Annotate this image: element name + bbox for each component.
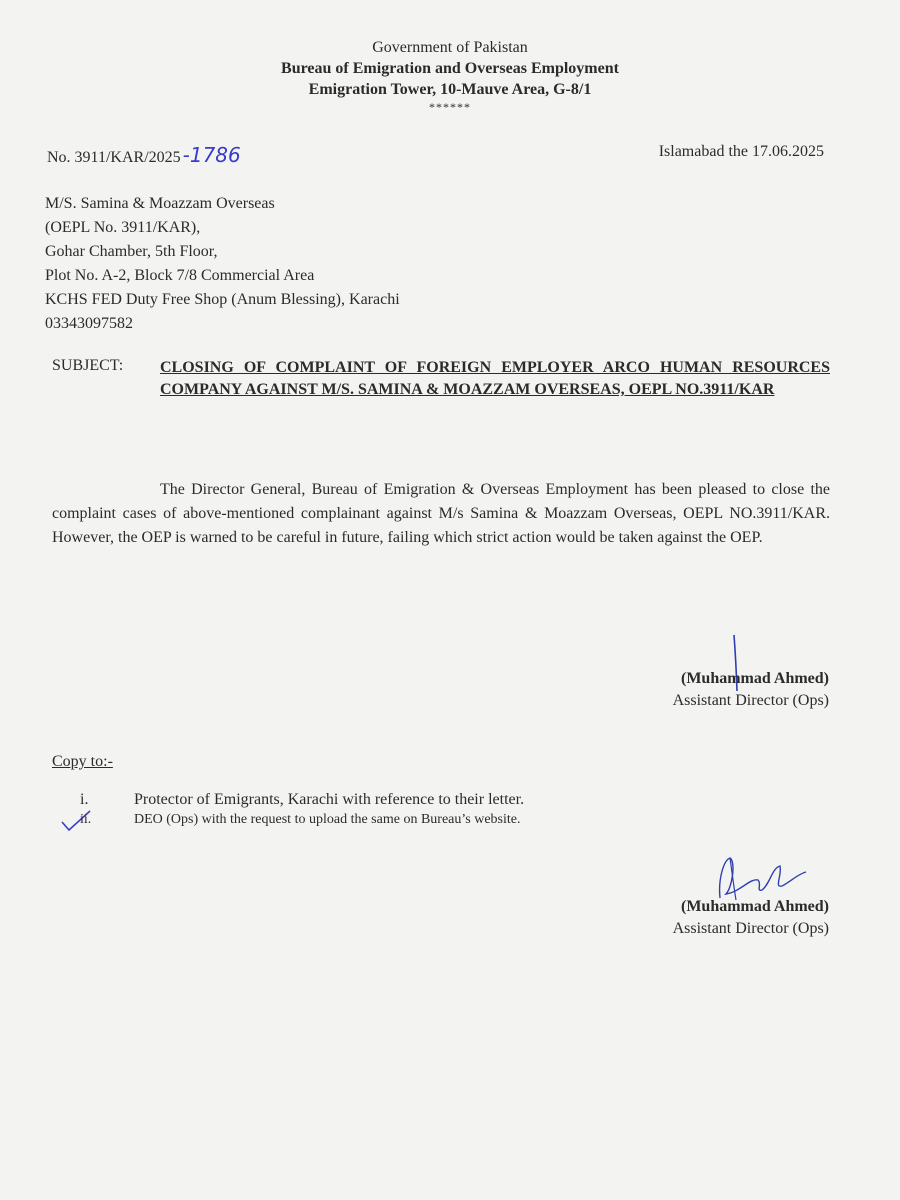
address-line: (OEPL No. 3911/KAR), — [45, 219, 201, 236]
copy-item-text: DEO (Ops) with the request to upload the same on Bureau’s website. — [134, 812, 521, 827]
signature-block-2 — [673, 896, 829, 940]
recipient-address — [45, 192, 400, 336]
address-line: 03343097582 — [45, 315, 133, 332]
copy-item-number: i. — [80, 791, 89, 808]
header-government: Government of Pakistan — [372, 39, 528, 56]
subject-label: SUBJECT: — [52, 357, 124, 374]
address-line: KCHS FED Duty Free Shop (Anum Blessing), Karachi — [45, 291, 400, 308]
reference-number-line — [47, 143, 241, 167]
address-line: Gohar Chamber, 5th Floor, — [45, 243, 218, 260]
copy-to-label: Copy to:- — [52, 753, 113, 770]
reference-number: No. 3911/KAR/2025 — [47, 149, 181, 166]
signatory-title: Assistant Director (Ops) — [672, 920, 829, 937]
subject-text: CLOSING OF COMPLAINT OF FOREIGN EMPLOYER ARCO HUMAN RESOURCES COMPANY AGAINST M/S. SAMINA & MOAZZAM OVERSEAS, OEPL NO.3911/KAR — [160, 359, 830, 398]
handwritten-dispatch-number: -1786 — [182, 143, 241, 167]
letter-date: Islamabad the 17.06.2025 — [658, 143, 824, 160]
body-paragraph: The Director General, Bureau of Emigration & Overseas Employment has been pleased to close the complaint cases of above-mentioned complainant against M/s Samina & Moazzam Overseas, OEPL NO.3911/KAR. However, the OEP is warned to be careful in future, failing which strict action would be taken against the OEP. — [52, 481, 830, 546]
signatory-title: Assistant Director (Ops) — [672, 692, 829, 709]
header-address: Emigration Tower, 10-Mauve Area, G-8/1 — [308, 81, 592, 98]
copy-item-number: ii. — [80, 812, 92, 827]
signatory-name: (Muhammad Ahmed) — [680, 898, 829, 915]
address-line: M/S. Samina & Moazzam Overseas — [45, 195, 275, 212]
header-stars: ****** — [429, 100, 471, 114]
address-line: Plot No. A-2, Block 7/8 Commercial Area — [45, 267, 315, 284]
copy-item-text: Protector of Emigrants, Karachi with reference to their letter. — [134, 791, 525, 808]
header-bureau: Bureau of Emigration and Overseas Employment — [281, 60, 619, 77]
signature-block-1 — [673, 668, 829, 712]
signatory-name: (Muhammad Ahmed) — [680, 670, 829, 687]
